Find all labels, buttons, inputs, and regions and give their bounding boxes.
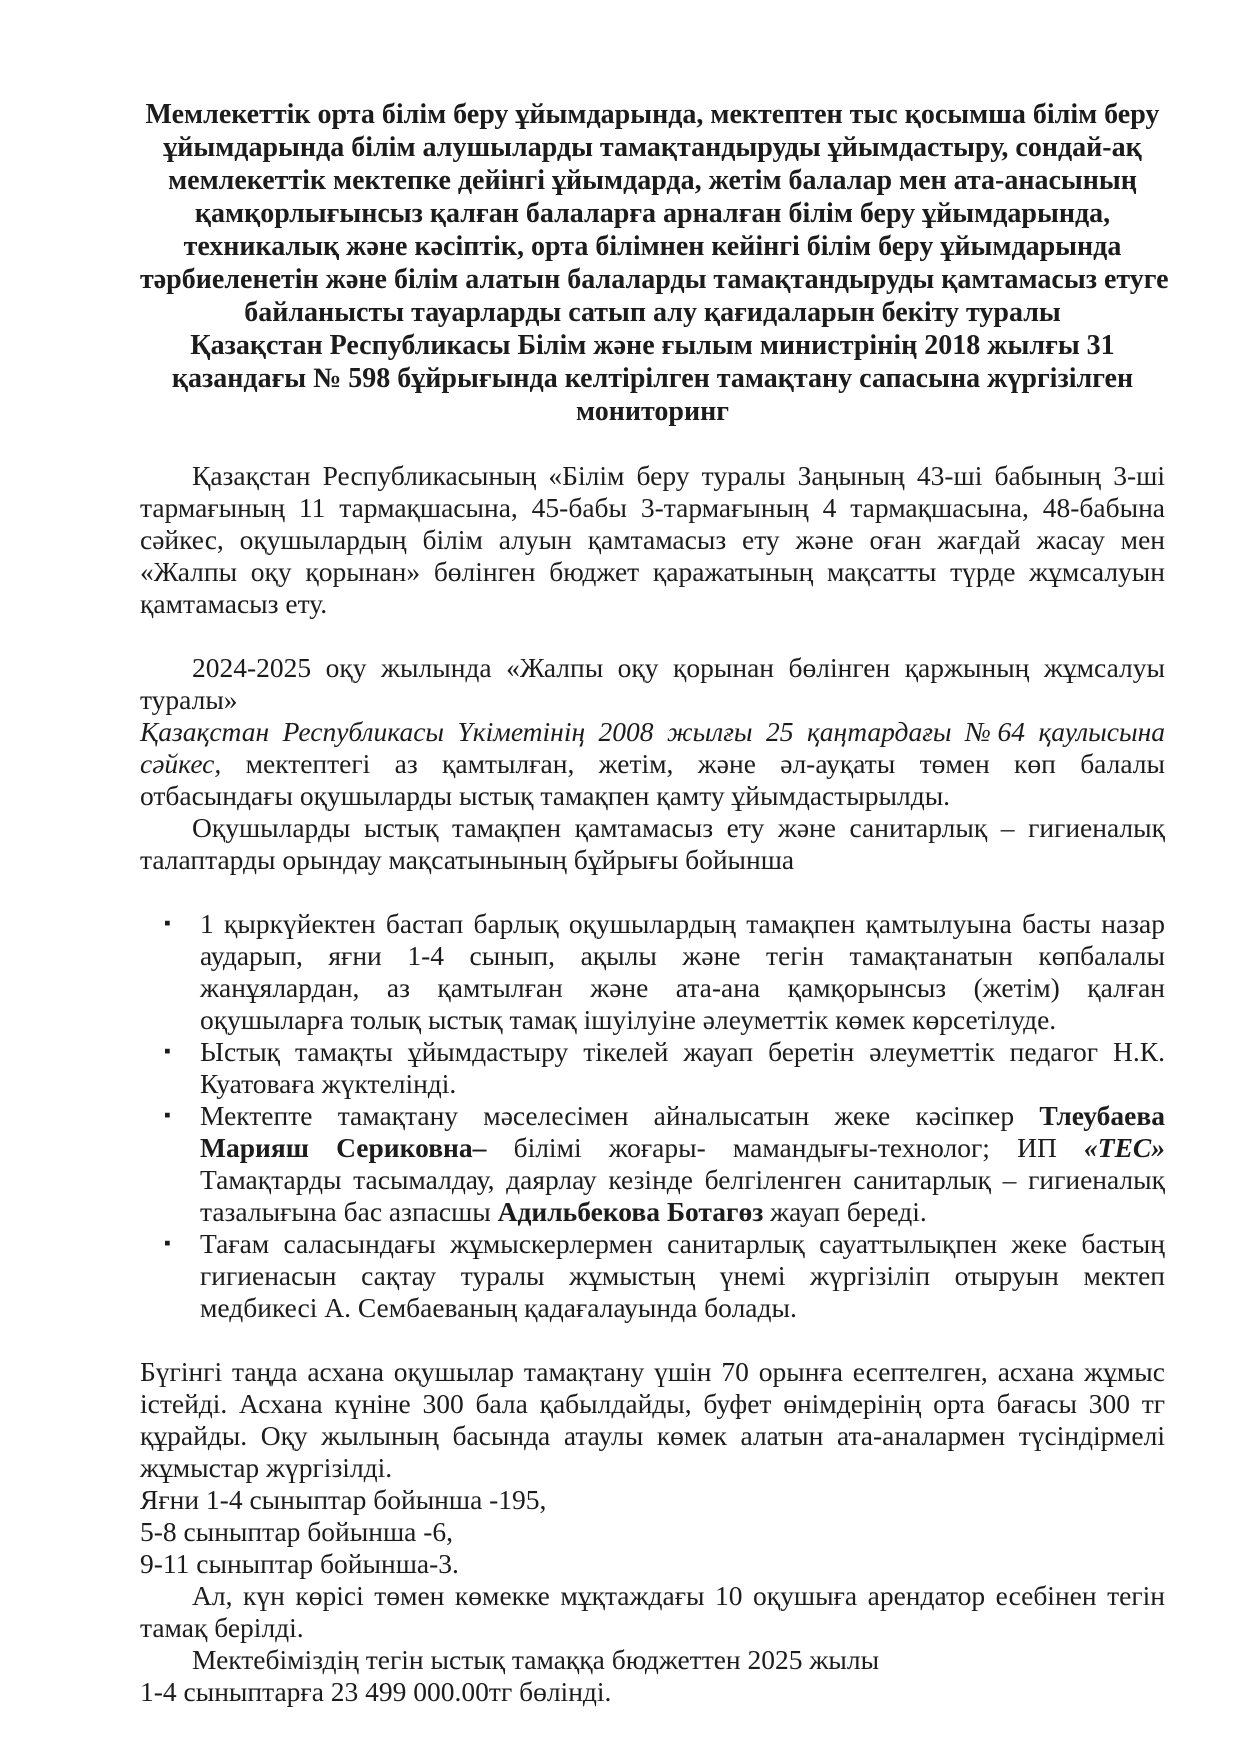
title-line: байланысты тауарларды сатып алу қағидаларын бекіту туралы xyxy=(244,297,1061,328)
bullet-item xyxy=(140,908,1165,1036)
title-line: қамқорлығынсыз қалған балаларға арналған білім беру ұйымдарында, xyxy=(194,198,1111,229)
paragraph xyxy=(140,1676,1165,1708)
bullet-marker-icon: ▪ xyxy=(164,1105,171,1126)
document-title xyxy=(140,98,1169,428)
bullet-marker-icon: ▪ xyxy=(164,1041,171,1062)
paragraph xyxy=(140,1548,1165,1580)
text-run: «ТЕС» xyxy=(1084,1132,1165,1163)
text-run: Тлеубаева Марияш Сериковна– xyxy=(200,1100,1165,1163)
paragraph xyxy=(140,1356,1165,1484)
paragraph xyxy=(140,812,1165,876)
text-run: Оқушыларды ыстық тамақпен қамтамасыз ету және санитарлық – гигиеналық талаптарды орындау мақсатынының бұйрығы бойынша xyxy=(140,812,1165,875)
text-run: Тағам саласындағы жұмыскерлермен санитарлық сауаттылықпен жеке бастың гигиенасын сақтау туралы жұмыстың үнемі жүргізіліп отыруын мектеп медбикесі А. Сембаеваның қадағалауында болады. xyxy=(200,1228,1165,1323)
document-body xyxy=(140,460,1165,1708)
paragraph xyxy=(140,1644,1165,1676)
text-run: Мектебіміздің тегін ыстық тамаққа бюджеттен 2025 жылы xyxy=(192,1644,880,1675)
text-run: Яғни 1-4 сыныптар бойынша -195, xyxy=(140,1484,547,1515)
text-run: Қазақстан Республикасының «Білім беру туралы Заңының 43-ші бабының 3-ші тармағының 11 тармақшасына, 45-бабы 3-тармағының 4 тармақшасына, 48-бабына сәйкес, оқушылардың білім алуын қамтамасыз ету және оған жағдай жасау мен «Жалпы оқу қорынан» бөлінген бюджет қаражатының мақсатты түрде жұмсалуын қамтамасыз ету. xyxy=(140,460,1165,619)
text-run: Ал, күн көрісі төмен көмекке мұқтаждағы 10 оқушыға арендатор есебінен тегін тамақ берілді. xyxy=(140,1580,1165,1643)
text-run: Бүгінгі таңда асхана оқушылар тамақтану үшін 70 орынға есептелген, асхана жұмыс істейді. Асхана күніне 300 бала қабылдайды, буфет өнімдерінің орта бағасы 300 тг құрайды. Оқу жылының басында атаулы көмек алатын ата-аналармен түсіндірмелі жұмыстар жүргізілді. xyxy=(140,1356,1165,1483)
bullet-item xyxy=(140,1228,1165,1324)
title-line: қазандағы № 598 бұйрығында келтірілген тамақтану сапасына жүргізілген xyxy=(171,363,1134,394)
title-line: ұйымдарында білім алушыларды тамақтандыруды ұйымдастыру, сондай-ақ xyxy=(163,132,1142,163)
text-run: 1 қыркүйектен бастап барлық оқушылардың тамақпен қамтылуына басты назар аударып, яғни 1-4 сынып, ақылы және тегін тамақтанатын көпбалалы жанұялардан, аз қамтылған және ата-ана қамқорынсыз (жетім) қалған оқушыларға толық ыстық тамақ ішуілуіне әлеуметтік көмек көрсетілуде. xyxy=(200,908,1165,1035)
text-run: 2024-2025 оқу жылында «Жалпы оқу қорынан бөлінген қаржының жұмсалуы туралы» xyxy=(140,652,1165,715)
text-run: Адильбекова Ботагөз xyxy=(497,1196,764,1227)
text-run: Тамақтарды тасымалдау, даярлау кезінде белгіленген санитарлық – гигиеналық тазалығына бас азпасшы xyxy=(200,1164,1165,1227)
title-line: техникалық және кәсіптік, орта білімнен кейінгі білім беру ұйымдарында xyxy=(183,231,1122,262)
bullet-item xyxy=(140,1036,1165,1100)
title-line: мемлекеттік мектепке дейінгі ұйымдарда, жетім балалар мен ата-анасының xyxy=(168,165,1137,196)
title-line: мониторинг xyxy=(576,396,729,427)
paragraph xyxy=(140,1516,1165,1548)
text-run: жауап береді. xyxy=(763,1196,927,1227)
title-line: тәрбиеленетін және білім алатын балаларды тамақтандыруды қамтамасыз етуге xyxy=(140,264,1169,295)
title-line: Мемлекеттік орта білім беру ұйымдарында, мектептен тыс қосымша білім беру xyxy=(145,99,1160,130)
text-run: білімі жоғары- мамандығы-технолог; ИП xyxy=(486,1132,1085,1163)
text-run: мектептегі аз қамтылған, жетім, және әл-ауқаты төмен көп балалы отбасындағы оқушыларды ыстық тамақпен қамту ұйымдастырылды. xyxy=(140,748,1165,811)
bullet-marker-icon: ▪ xyxy=(164,913,171,934)
paragraph xyxy=(140,460,1165,620)
text-run: 1-4 сыныптарға 23 499 000.00тг бөлінді. xyxy=(140,1676,612,1707)
text-run: Ыстық тамақты ұйымдастыру тікелей жауап беретін әлеуметтік педагог Н.К. Куатоваға жүктелінді. xyxy=(200,1036,1165,1099)
paragraph xyxy=(140,1580,1165,1644)
paragraph xyxy=(140,1484,1165,1516)
text-run: 5-8 сыныптар бойынша -6, xyxy=(140,1516,454,1547)
bullet-item xyxy=(140,1100,1165,1228)
text-run: 9-11 сыныптар бойынша-3. xyxy=(140,1548,459,1579)
text-run: Мектепте тамақтану мәселесімен айналысатын жеке кәсіпкер xyxy=(200,1100,1040,1131)
paragraph xyxy=(140,716,1165,812)
bullet-marker-icon: ▪ xyxy=(164,1233,171,1254)
text-run: Қазақстан Республикасы Үкіметінің 2008 жылғы 25 қаңтардағы №64 қаулысына сәйкес, xyxy=(140,716,1165,779)
title-line: Қазақстан Республикасы Білім және ғылым министрінің 2018 жылғы 31 xyxy=(190,330,1115,361)
paragraph xyxy=(140,652,1165,716)
